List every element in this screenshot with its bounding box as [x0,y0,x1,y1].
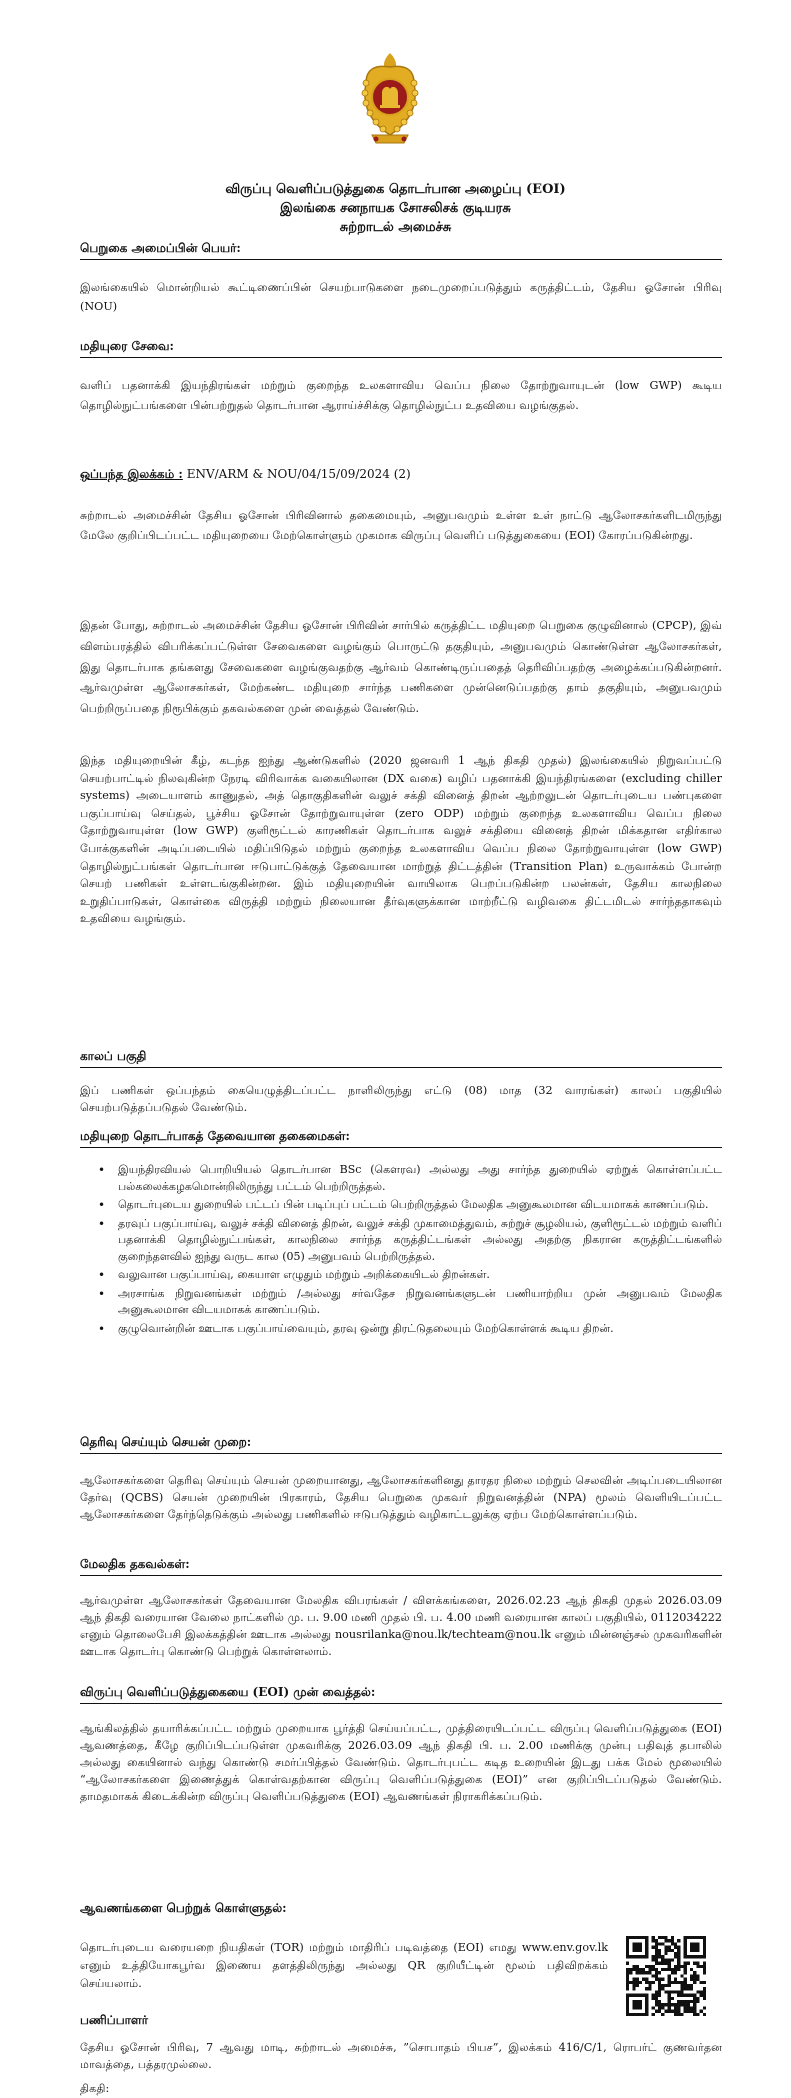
contract-label: ஒப்பந்த இலக்கம் : [80,467,183,481]
procurement-entity-section [80,240,722,316]
section-text: ஆங்கிலத்தில் தயாரிக்கப்பட்ட மற்றும் முறையாக பூர்த்தி செய்யப்பட்ட, முத்திரையிடப்பட்ட விருப்பு வெளிப்படுத்துகை (EOI) ஆவணத்தை, கீழே குறிப்பிடப்படுள்ள முகவரிக்கு 2026.03.09 ஆந் திகதி பி. ப. 2.00 மணிக்கு முன்பு பதிவுத் தபாலில் அல்லது கையினால் வந்து கொண்டு சமர்ப்பித்தல் வேண்டும். தொடர்புபட்ட கடித உறையின் இடது பக்க மேல் மூலையில் “ஆலோசகர்களை இணைத்துக் கொள்வதற்கான விருப்பு வெளிப்படுத்துகை (EOI)” என குறிப்பிடப்படுதல் வேண்டும். தாமதமாகக் கிடைக்கின்ற விருப்பு வெளிப்படுத்துகை (EOI) ஆவணங்கள் நிராகரிக்கப்படும். [80,1722,722,1803]
director-address: தேசிய ஓசோன் பிரிவு, 7 ஆவது மாடி, சுற்றாடல் அமைச்சு, ”சொபாதம் பியச”, இலக்கம் 416/C/1, ரொபர்ட் குணவர்தன மாவத்தை, பத்தரமுல்லை. [80,2041,722,2071]
section-text: இப் பணிகள் ஒப்பந்தம் கையெழுத்திடப்பட்ட நாளிலிருந்து எட்டு (08) மாத (32 வாரங்கள்) காலப் பகுதியில் செயற்படுத்தப்படுதல் வேண்டும். [80,1084,722,1114]
paragraph: இந்த மதியுறையின் கீழ், கடந்த ஐந்து ஆண்டுகளில் (2020 ஜனவரி 1 ஆந் திகதி முதல்) இலங்கையில் நிறுவப்பட்டு செயற்பாட்டில் நிலவுகின்ற நேரடி விரிவாக்க வகையிலான (DX வகை) வழிப் பதனாக்கி இயந்திரங்களை (excluding chiller systems) அடையாளம் காணுதல், அத் தொகுதிகளின் வலுச் சக்தி வினைத் திறன் ஆற்றலுடன் தொடர்புடைய பண்புகளை பகுப்பாய்வு செய்தல், பூச்சிய ஓசோன் தோற்றுவாயுள்ள (zero ODP) மற்றும் குறைந்த உலகளாவிய வெப்ப நிலை தோற்றுவாயுள்ள (low GWP) குளிரூட்டல் காரணிகள் தொடர்பாக வலுச் சக்தியை வினைத் திறன் மிக்கதான எதிர்கால போக்குகளின் அடிப்படையில் மதிப்பிடுதல் மற்றும் குறைந்த உலகளாவிய வெப்ப நிலை தோற்றுவாயுள்ள (low GWP) தொழில்நுட்பங்கள் தொடர்பான ஈடுபாட்டுக்குத் தேவையான மாற்றுத் திட்டத்தின் (Transition Plan) உருவாக்கம் போன்ற செயற் பணிகள் உள்ளடங்குகின்றன. இம் மதியுறையின் வாயிலாக பெறப்படுகின்ற பலன்கள், தேசிய காலநிலை உறுதிப்பாடுகள், கொள்கை விருத்தி மற்றும் நிலையான தீர்வுகளுக்கான மாற்றீட்டு வழிவகை திட்டமிடல் சார்ந்ததாகவும் உதவியை வழங்கும். [80,754,722,926]
section-heading: மேலதிக தகவல்கள்: [80,1556,722,1576]
contract-value: ENV/ARM & NOU/04/15/09/2024 (2) [186,467,411,481]
intro-paragraph-3 [80,752,722,928]
consultancy-service-section [80,338,722,416]
qualifications-section [80,1128,722,1339]
section-heading: காலப் பகுதி [80,1048,722,1068]
document-header [0,180,791,237]
section-heading: தெரிவு செய்யும் செயன் முறை: [80,1434,722,1454]
list-item: • இயந்திரவியல் பொறியியல் தொடர்பான BSc (கௌரவ) அல்லது அது சார்ந்த துறையில் ஏற்றுக் கொள்ளப்பட்ட பல்கலைக்கழகமொன்றிலிருந்து பட்டம் பெற்றிருத்தல். [118,1162,722,1195]
list-item: • தொடர்புடைய துறையில் பட்டப் பின் படிப்புப் பட்டம் பெற்றிருத்தல் மேலதிக அனுகூலமான விடயமாகக் காணப்படும். [118,1197,722,1214]
list-item: • வலுவான பகுப்பாய்வு, கையாள எழுதும் மற்றும் அறிக்கையிடல் திறன்கள். [118,1267,722,1284]
date-label: திகதி: [80,2082,110,2095]
document-title: விருப்பு வெளிப்படுத்துகை தொடர்பான அழைப்பு (EOI) [225,182,566,197]
submission-section [80,1684,722,1805]
ministry-name: சுற்றாடல் அமைச்சு [339,220,452,235]
section-text: வளிப் பதனாக்கி இயந்திரங்கள் மற்றும் குறைந்த உலகளாவிய வெப்ப நிலை தோற்றுவாயுடன் (low GWP) கூடிய தொழில்நுட்பங்களை பின்பற்றுதல் தொடர்பான ஆராய்ச்சிக்கு தொழில்நுட்ப உதவியை வழங்குதல். [80,379,722,412]
country-name: இலங்கை சனநாயக சோசலிசக் குடியரசு [280,201,511,216]
paragraph: சுற்றாடல் அமைச்சின் தேசிய ஓசோன் பிரிவினால் தகைமையும், அனுபவமும் உள்ள உள் நாட்டு ஆலோசகர்களிடமிருந்து மேலே குறிப்பிடப்பட்ட மதியுறையை மேற்கொள்ளும் முகமாக விருப்பு வெளிப் படுத்துகையை (EOI) கோரப்படுகின்றது. [80,509,722,542]
section-text: ஆலோசகர்களை தெரிவு செய்யும் செயன் முறையானது, ஆலோசகர்களினது தாரதர நிலை மற்றும் செலவின் அடிப்படையிலான தேர்வு (QCBS) செயன் முறையின் பிரகாரம், தேசிய பெறுகை முகவர் நிறுவனத்தின் (NPA) மூலம் வெளியிடப்பட்ட ஆலோசகர்களை தேர்ந்தெடுக்கும் அல்லது பணிகளில் ஈடுபடுத்தும் வழிகாட்டலுக்கு ஏற்ப மேற்கொள்ளப்படும். [80,1474,722,1521]
list-item: • அரசாங்க நிறுவனங்கள் மற்றும் /அல்லது சர்வதேச நிறுவனங்களுடன் பணியாற்றிய முன் அனுபவம் மேலதிக அனுகூலமான விடயமாகக் காணப்படும். [118,1286,722,1319]
qr-code-icon[interactable] [626,1936,706,2016]
further-info-section [80,1556,722,1660]
intro-paragraph-2 [80,616,722,720]
sri-lanka-emblem-icon [352,47,428,147]
section-heading: மதியுரை சேவை: [80,338,722,358]
section-text: இலங்கையில் மொன்றியல் கூட்டிணைப்பின் செயற்பாடுகளை நடைமுறைப்படுத்தும் கருத்திட்டம், தேசிய ஓசோன் பிரிவு (NOU) [80,281,722,313]
section-heading: விருப்பு வெளிப்படுத்துகையை (EOI) முன் வைத்தல்: [80,1684,722,1704]
list-item: • தரவுப் பகுப்பாய்வு, வலுச் சக்தி வினைத் திறன், வலுச் சக்தி முகாமைத்துவம், சுற்றுச் சூழலியல், குளிரூட்டல் மற்றும் வளிப் பதனாக்கி தொழில்நுட்பங்கள், காலநிலை சார்ந்த கருத்திட்டங்கள் அல்லது அதற்கு நிகரான கருத்திட்டங்களில் குறைந்தளவில் ஐந்து வருட கால (05) அனுபவம் பெற்றிருத்தல். [118,1216,722,1266]
selection-section [80,1434,722,1523]
qualifications-list [80,1162,722,1337]
section-text: ஆர்வமுள்ள ஆலோசகர்கள் தேவையான மேலதிக விபரங்கள் / விளக்கங்களை, 2026.02.23 ஆந் திகதி முதல் 2026.03.09 ஆந் திகதி வரையான வேலை நாட்களில் மு. ப. 9.00 மணி முதல் பி. ப. 4.00 மணி வரையான காலப் பகுதியில், 0112034222 எனும் தொலைபேசி இலக்கத்தின் ஊடாக அல்லது nousrilanka@nou.lk/techteam@nou.lk எனும் மின்னஞ்சல் முகவரிகளின் ஊடாக தொடர்பு கொண்டு பெற்றுக் கொள்ளலாம். [80,1594,722,1658]
intro-paragraph-1 [80,506,722,545]
section-heading: பணிப்பாளர் [80,2013,149,2027]
director-section [80,2012,722,2098]
section-heading: ஆவணங்களை பெற்றுக் கொள்ளுதல்: [80,1901,287,1915]
contract-number [80,466,722,482]
section-heading: மதியுறை தொடர்பாகத் தேவையான தகைமைகள்: [80,1128,722,1148]
time-period-section [80,1048,722,1116]
paragraph: இதன் போது, சுற்றாடல் அமைச்சின் தேசிய ஓசோன் பிரிவின் சார்பில் கருத்திட்ட மதியுறை பெறுகை குழுவினால் (CPCP), இவ் விளம்பரத்தில் விபரிக்கப்பட்டுள்ள சேவைகளை வழங்கும் பொருட்டு தகுதியும், அனுபவமும் கொண்டுள்ள ஆலோசகர்கள், இது தொடர்பாக தங்களது சேவைகளை வழங்குவதற்கு ஆர்வம் கொண்டிருப்பதைத் தெரிவிப்பதற்கு அழைக்கப்படுகின்றனர். ஆர்வமுள்ள ஆலோசகர்கள், மேற்கண்ட மதியுறை சார்ந்த பணிகளை முன்னெடுப்பதற்கு தாம் தகுதியும், அனுபவமும் பெற்றிருப்பதை நிரூபிக்கும் தகவல்களை முன் வைத்தல் வேண்டும். [80,619,722,716]
section-heading: பெறுகை அமைப்பின் பெயர்: [80,240,722,260]
section-text: தொடர்புடைய வரையறை நியதிகள் (TOR) மற்றும் மாதிரிப் படிவத்தை (EOI) எமது www.env.gov.lk எனும் உத்தியோகபூர்வ இணைய தளத்திலிருந்து அல்லது QR குறியீட்டின் மூலம் பதிவிறக்கம் செய்யலாம். [80,1941,608,1990]
list-item: • குழுவொன்றின் ஊடாக பகுப்பாய்வையும், தரவு ஒன்று திரட்டுதலையும் மேற்கொள்ளக் கூடிய திறன். [118,1321,722,1338]
